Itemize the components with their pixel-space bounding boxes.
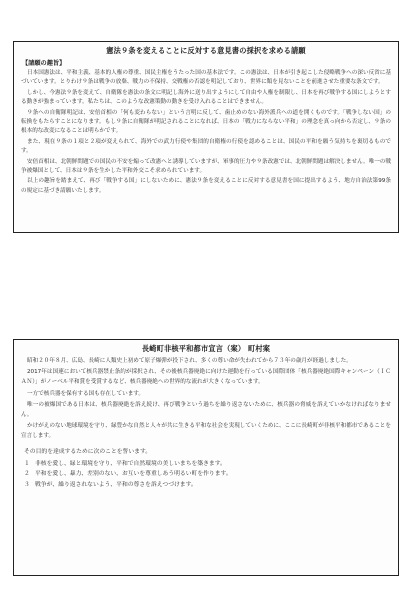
pledge-list <box>24 459 390 491</box>
declaration-title: 長崎町非核平和都市宣言（案） 町村案 <box>141 344 271 353</box>
petition-paragraph: ９条への自衛隊明記は、安倍首相の「何も変わらない」という言明に反して、歯止めのない海外派兵への道を開くものです。「戦争しない国」の転換をもたらすことになります。もし９条に自衛隊が明記されることになれば、日本の「戦力にならない平和」の理念を真っ向から否定し、９条の根本的な改変になることは明らかです。 <box>21 109 391 135</box>
declaration-paragraph: 2017年は国連において核兵器禁止条約が採択され、その後核兵器廃絶に向けた運動を行っている国際団体「核兵器廃絶国際キャンペーン（ＩＣＡＮ）」がノーベル平和賞を受賞するなど、核兵器廃絶への世界的な流れが大きくなっています。 <box>21 369 391 386</box>
pledge-text: 非核を愛し、緑と環境を守り、平和で自然環境の美しいまちを築きます。 <box>35 460 226 467</box>
declaration-paragraph: 唯一の被爆国である日本は、核兵器廃絶を訴え続け、再び戦争という過ちを繰り返さないために、核兵器の脅威を訴えていかなければなりません。 <box>21 401 391 419</box>
pledge-number: ２ <box>24 471 30 478</box>
pledge-number: ３ <box>24 481 30 488</box>
petition-paragraph: 日本国憲法は、平和主義、基本的人権の尊重、国民主権をうたった国の基本法です。この憲法は、日本が引き起こした侵略戦争への深い反省に基づいています。とりわけ９条は戦争の放棄、戦力の不保持、交戦権の否認を明記しており、世界に類を見ないことを前進させた重要な条文です。 <box>21 70 391 86</box>
declaration-paragraph: かけがえのない地球環境を守り、緑豊かな自然と人々が共に生きる平和な社会を実現していくために、ここに長崎町が非核平和都市であることを宣言します。 <box>21 423 391 440</box>
pledge-number: １ <box>24 460 30 467</box>
pledge-item <box>24 459 390 470</box>
pledge-item <box>24 469 390 480</box>
petition-paragraph: しかし、今憲法９条を変えて、自衛隊を憲法の条文に明記し海外に送り出すようにして自由や人権を制限し、日本を再び戦争する国にしようとする動きが強まっています。私たちは、このような改憲策動の動きを受け入れることはできません。 <box>21 89 391 106</box>
declaration-paragraph: 昭和２０年８月、広島、長崎に人類史上初めて原子爆弾が投下され、多くの尊い命が失われてから７３年の歳月が経過しました。 <box>27 358 352 364</box>
petition-title: 憲法９条を変えることに反対する意見書の採択を求める請願 <box>106 46 306 55</box>
declaration-paragraph: 一方で核兵器を保有する国も存在しています。 <box>27 390 145 397</box>
petition-paragraph: 以上の趣旨を踏まえて、再び「戦争する国」にしないために、憲法９条を変えることに反対する意見書を国に提出するよう、地方自治法第99条の規定に基づき請願いたします。 <box>21 178 391 194</box>
declaration-box <box>13 339 399 576</box>
petition-paragraph: また、現在９条の１項と２項が変えられて、海外での武力行使や集団的自衛権の行使を認めることは、国民の平和を願う気持ちを裏切るものです。 <box>21 138 391 155</box>
declaration-pledge-intro: その目的を達成するために次のことを誓います。 <box>24 448 152 455</box>
pledge-text: 戦争が、繰り返されないよう、平和の尊さを訴えつづけます。 <box>35 481 197 488</box>
petition-paragraph: 安倍首相は、北朝鮮問題での国民の不安を煽って改憲へと誘導していますが、軍事的圧力や９条改憲では、北朝鮮問題は解決しません。唯一の戦争被爆国として、日本は９条を生かした平和外交こそ求められています。 <box>21 158 391 175</box>
pledge-item <box>24 480 390 491</box>
petition-subhead: 【請願の趣旨】 <box>22 60 66 67</box>
petition-box <box>13 41 399 233</box>
pledge-text: 平和を愛し、暴力、差別のない、お互いを尊重しあう明るい町を作ります。 <box>35 471 232 478</box>
